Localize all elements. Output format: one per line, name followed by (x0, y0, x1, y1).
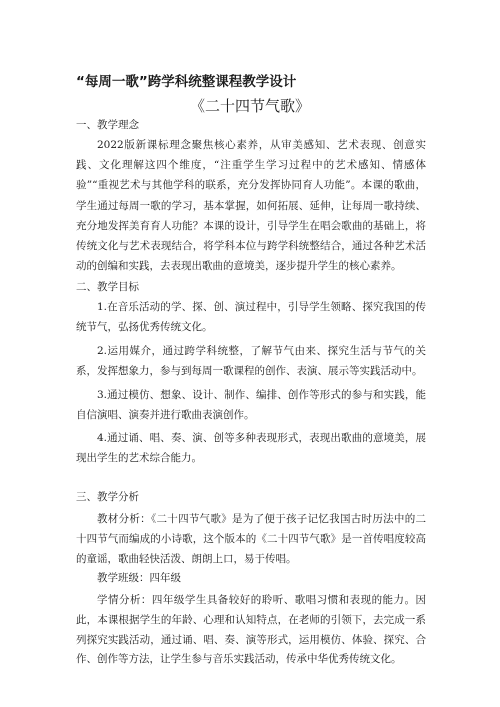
material-analysis-paragraph: 教材分析：《二十四节气歌》是为了便于孩子记忆我国古时历法中的二十四节气而编成的小诗歌，这个版本的《二十四节气歌》是一首传唱度较高的童谣，歌曲轻快活泼、朗朗上口，易于传唱。 (76, 513, 426, 565)
objective-item-3: 3.通过模仿、想象、设计、制作、编排、创作等形式的参与和实践，能自信演唱、演奏并进行歌曲表演创作。 (76, 389, 426, 422)
section-heading-objectives: 二、教学目标 (76, 281, 139, 293)
teaching-grade: 教学班级：四年级 (97, 572, 181, 584)
objective-item-2: 2.运用媒介，通过跨学科统整，了解节气由来、探究生活与节气的关系，发挥想象力，参与到每周一歌课程的创作、表演、展示等实践活动中。 (76, 345, 426, 378)
section-heading-philosophy: 一、教学理念 (76, 119, 139, 131)
song-title: 《二十四节气歌》 (189, 97, 310, 115)
philosophy-paragraph: 2022版新课标理念聚焦核心素养，从审美感知、艺术表现、创意实践、文化理解这四个维度，“注重学生学习过程中的艺术感知、情感体验”“重视艺术与其他学科的联系，充分发挥协同育人功能”。本课的歌曲，学生通过每周一歌的学习，基本掌握，如何拓展、延伸，让每周一歌持续、充分地发挥美育育人功能？本课的设计，引导学生在唱会歌曲的基础上，将传统文化与艺术表现结合，将学科本位与跨学科统整结合，通过各种艺术活动的创编和实践，去表现出歌曲的意境美，逐步提升学生的核心素养。 (76, 139, 426, 273)
objective-item-4: 4.通过诵、唱、奏、演、创等多种表现形式，表现出歌曲的意境美，展现出学生的艺术综合能力。 (76, 432, 426, 465)
section-heading-analysis: 三、教学分析 (76, 491, 139, 503)
document-title: “每周一歌”跨学科统整课程教学设计 (76, 74, 297, 90)
student-analysis-paragraph: 学情分析：四年级学生具备较好的聆听、歌唱习惯和表现的能力。因此，本课根据学生的年龄、心理和认知特点，在老师的引领下，去完成一系列探究实践活动，通过诵、唱、奏、演等形式，运用模仿、体验、探究、合作、创作等方法，让学生参与音乐实践活动，传承中华优秀传统文化。 (76, 594, 426, 666)
objective-item-1: 1.在音乐活动的学、探、创、演过程中，引导学生领略、探究我国的传统节气，弘扬优秀传统文化。 (76, 301, 426, 334)
